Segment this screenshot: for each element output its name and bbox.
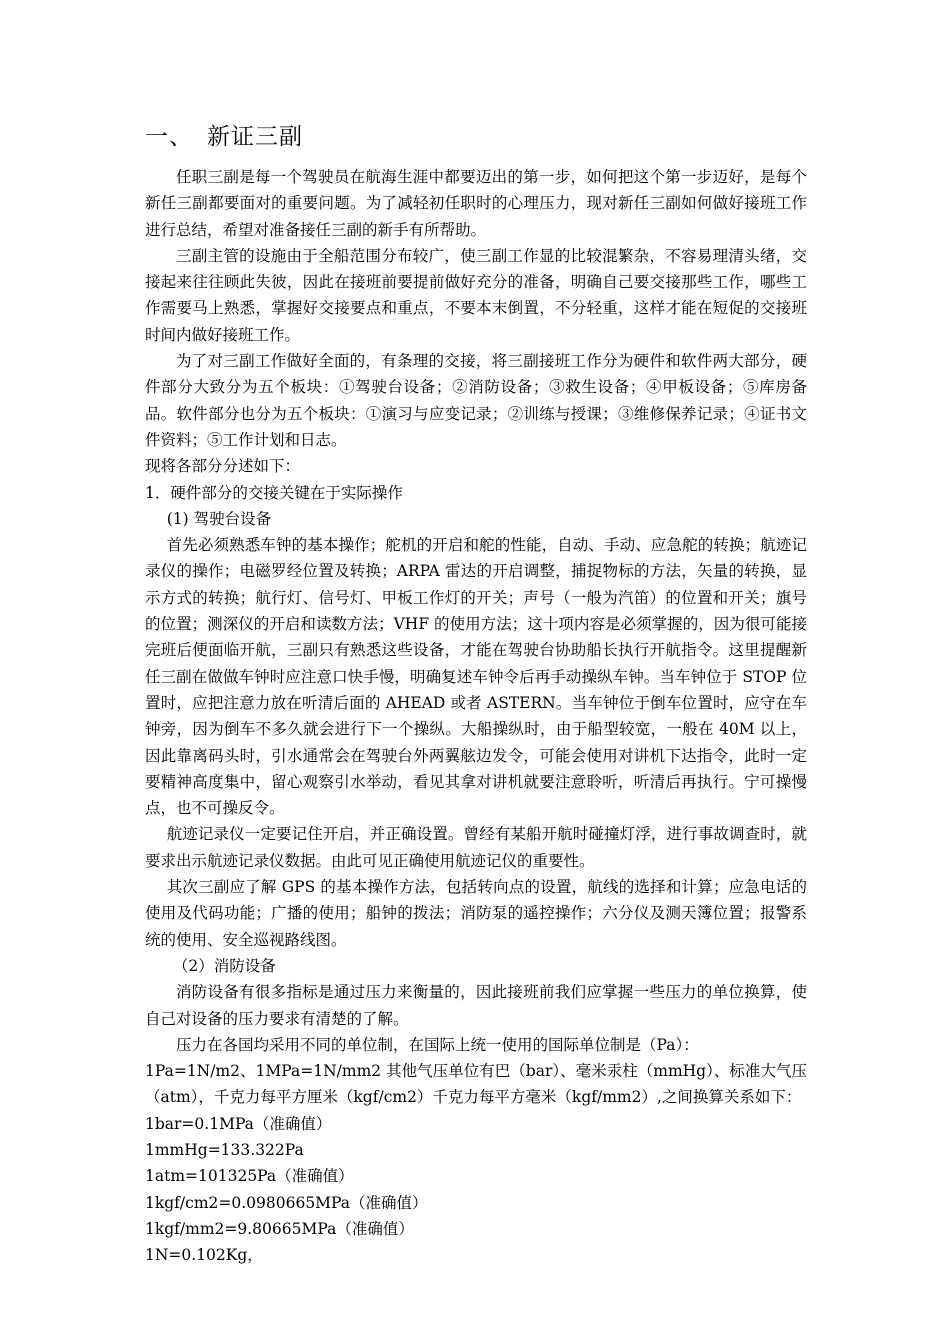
conversion-line: 1N=0.102Kg， bbox=[145, 1246, 263, 1265]
section-number: 一、 bbox=[145, 124, 193, 150]
paragraph-gps: 其次三副应了解 GPS 的基本操作方法，包括转向点的设置，航线的选择和计算；应急电话的使用及代码功能；广播的使用；船钟的拨法；消防泵的遥控操作；六分仪及测天簿位置；报警系统的使用、安全巡视路线图。 bbox=[145, 878, 807, 949]
conversion-line: 1atm=101325Pa（准确值） bbox=[145, 1167, 354, 1186]
paragraph-bridge-operations: 首先必须熟悉车钟的基本操作；舵机的开启和舵的性能，自动、手动、应急舵的转换；航迹记录仪的操作；电磁罗经位置及转换；ARPA 雷达的开启调整，捕捉物标的方法，矢量的转换，显示方式的转换；航行灯、信号灯、甲板工作灯的开关；声号（一般为汽笛）的位置和开关；旗号的位置；测深仪的开启和读数方法；VHF 的使用方法；这十项内容是必须掌握的，因为很可能接完班后便面临开航，三副只有熟悉这些设备，才能在驾驶台协助船长执行开航指令。这里提醒新任三副在做做车钟时应注意口快手慢，明确复述车钟令后再手动操纵车钟。当车钟位于 STOP 位置时，应把注意力放在听清后面的 AHEAD 或者 ASTERN。当车钟位于倒车位置时，应守在车钟旁，因为倒车不多久就会进行下一个操纵。大船操纵时，由于船型较宽，一般在 40M 以上，因此靠离码头时，引水通常会在驾驶台外两翼舷边发令，可能会使用对讲机下达指令，此时一定要精神高度集中，留心观察引水举动，看见其拿对讲机就要注意聆听，听清后再执行。宁可操慢点，也不可操反令。 bbox=[145, 536, 807, 818]
conversion-line: 1mmHg=133.322Pa bbox=[145, 1140, 304, 1159]
paragraph-intro: 任职三副是每一个驾驶员在航海生涯中都要迈出的第一步，如何把这个第一步迈好，是每个新任三副都要面对的重要问题。为了减轻初任职时的心理压力，现对新任三副如何做好接班工作进行总结，希望对准备接任三副的新手有所帮助。 bbox=[145, 168, 807, 239]
paragraph-pressure-intro: 消防设备有很多指标是通过压力来衡量的，因此接班前我们应掌握一些压力的单位换算，使自己对设备的压力要求有清楚的了解。 bbox=[145, 983, 807, 1028]
subheading-bridge-equipment: (1) 驾驶台设备 bbox=[166, 509, 272, 528]
paragraph-pressure-units: 压力在各国均采用不同的单位制，在国际上统一使用的国际单位制是（Pa）： bbox=[176, 1035, 699, 1054]
paragraph-track-recorder: 航迹记录仪一定要记住开启，并正确设置。曾经有某船开航时碰撞灯浮，进行事故调查时，就要求出示航迹记录仪数据。由此可见正确使用航迹记仪的重要性。 bbox=[145, 825, 807, 870]
section-title: 新证三副 bbox=[207, 124, 303, 150]
subheading-fire-equipment: （2）消防设备 bbox=[172, 956, 276, 975]
paragraph-unit-definitions: 1Pa=1N/m2、1MPa=1N/mm2 其他气压单位有巴（bar）、毫米汞柱（mmHg）、标准大气压（atm），千克力每平方厘米（kgf/cm2）千克力每平方毫米（kgf/mm2）,之间换算关系如下： bbox=[145, 1062, 807, 1107]
paragraph-overview: 现将各部分分述如下： bbox=[145, 457, 301, 476]
conversion-line: 1bar=0.1MPa（准确值） bbox=[145, 1114, 332, 1133]
document-body bbox=[145, 164, 807, 1268]
conversion-line: 1kgf/cm2=0.0980665MPa（准确值） bbox=[145, 1193, 428, 1212]
paragraph-preparation: 三副主管的设施由于全船范围分布较广，使三副工作显的比较混繁杂，不容易理清头绪，交接起来往往顾此失彼，因此在接班前要提前做好充分的准备，明确自己要交接那些工作，哪些工作需要马上熟悉，掌握好交接要点和重点，不要本末倒置，不分轻重，这样才能在短促的交接班时间内做好接班工作。 bbox=[145, 246, 807, 344]
section-heading bbox=[145, 118, 303, 151]
conversion-line: 1kgf/mm2=9.80665MPa（准确值） bbox=[145, 1219, 414, 1238]
paragraph-categories: 为了对三副工作做好全面的，有条理的交接，将三副接班工作分为硬件和软件两大部分，硬件部分大致分为五个板块：①驾驶台设备；②消防设备；③救生设备；④甲板设备；⑤库房备品。软件部分也分为五个板块：①演习与应变记录；②训练与授课；③维修保养记录；④证书文件资料；⑤工作计划和日志。 bbox=[145, 352, 807, 449]
subheading-hardware: 1．硬件部分的交接关键在于实际操作 bbox=[145, 483, 403, 502]
